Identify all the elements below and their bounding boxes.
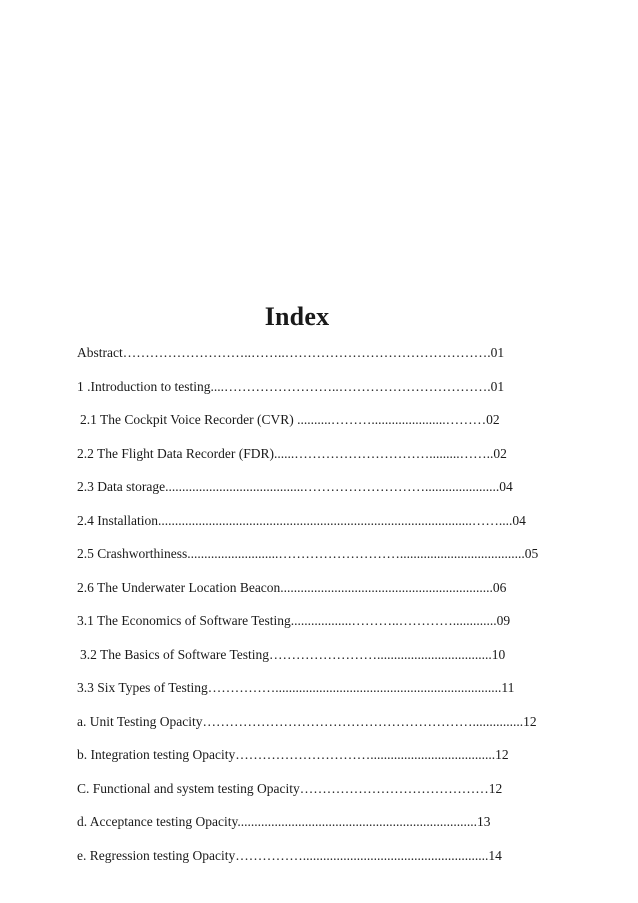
toc-entry-data-storage xyxy=(77,477,567,511)
toc-entry-text: Abstract………………………..……..……………………………………….01 xyxy=(77,345,505,360)
table-of-contents xyxy=(77,343,567,879)
toc-entry-text: 3.1 The Economics of Software Testing..................………..………….............09 xyxy=(77,613,511,628)
toc-entry-economics-testing xyxy=(77,611,567,645)
toc-entry-acceptance-testing xyxy=(77,812,567,846)
toc-entry-text: a. Unit Testing Opacity……………………………………………………...............12 xyxy=(77,713,537,729)
toc-entry-text: 2.6 The Underwater Location Beacon...............................................................06 xyxy=(77,579,507,595)
toc-entry-text: 3.3 Six Types of Testing……………...................................................................11 xyxy=(77,680,515,695)
toc-entry-cvr xyxy=(77,410,567,444)
toc-entry-text: e. Regression testing Opacity…………….......................................................14 xyxy=(77,847,502,863)
toc-entry-text: 1 .Introduction to testing....……………………..…………………………….01 xyxy=(77,378,505,394)
toc-entry-text: b. Integration testing Opacity………………………….....................................12 xyxy=(77,747,509,762)
toc-entry-text: 3.2 The Basics of Software Testing……………………..................................10 xyxy=(80,646,506,662)
toc-entry-text: 2.4 Installation.............................................................................................……....04 xyxy=(77,512,526,528)
toc-entry-text: 2.1 The Cockpit Voice Recorder (CVR) ..........………......................………02 xyxy=(80,412,500,427)
toc-entry-unit-testing xyxy=(77,712,567,746)
toc-entry-regression-testing xyxy=(77,846,567,880)
toc-entry-text: C. Functional and system testing Opacity……………………………………12 xyxy=(77,780,503,796)
page-title: Index xyxy=(264,302,330,331)
toc-entry-text: 2.2 The Flight Data Recorder (FDR)......………………………….........……..02 xyxy=(77,445,507,461)
toc-entry-installation xyxy=(77,511,567,545)
toc-entry-crashworthiness xyxy=(77,544,567,578)
toc-entry-abstract xyxy=(77,343,567,377)
toc-entry-text: 2.3 Data storage.........................................………………………......................04 xyxy=(77,479,513,494)
toc-entry-functional-testing xyxy=(77,779,567,813)
toc-entry-fdr xyxy=(77,444,567,478)
toc-entry-underwater-beacon xyxy=(77,578,567,612)
toc-entry-text: 2.5 Crashworthiness...........................……………………….....................................05 xyxy=(77,546,539,561)
toc-entry-introduction xyxy=(77,377,567,411)
toc-entry-text: d. Acceptance testing Opacity.......................................................................13 xyxy=(77,814,491,829)
toc-entry-integration-testing xyxy=(77,745,567,779)
toc-entry-basics-testing xyxy=(77,645,567,679)
toc-entry-six-types xyxy=(77,678,567,712)
